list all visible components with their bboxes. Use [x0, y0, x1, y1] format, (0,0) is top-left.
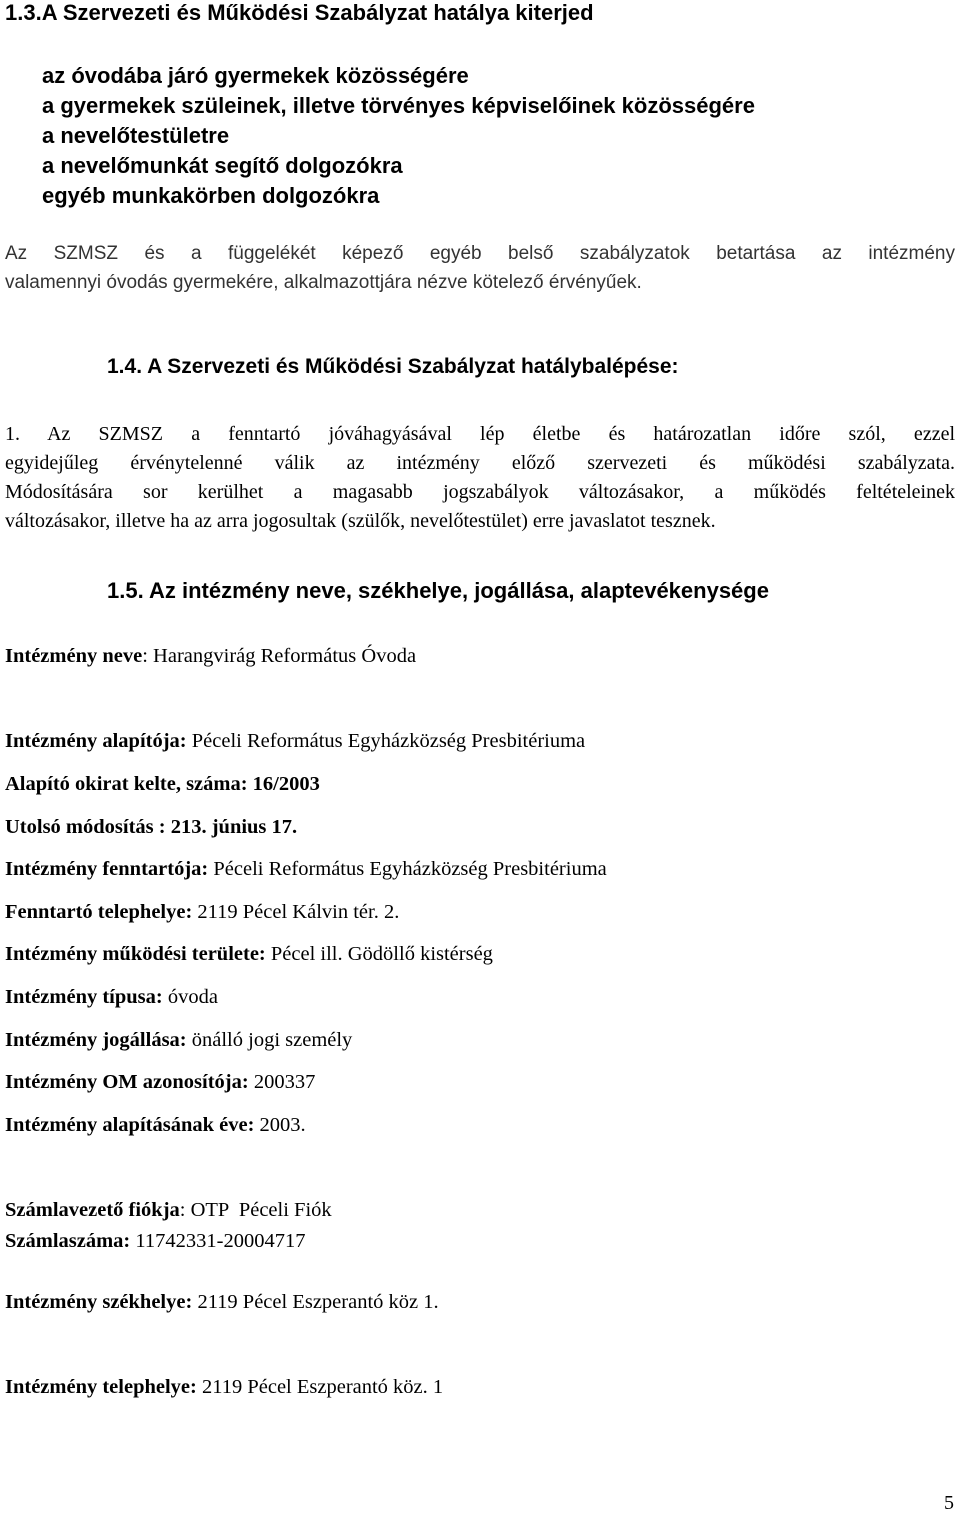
- field-label: Intézmény típusa:: [5, 986, 163, 1008]
- field-maintainer: [5, 858, 607, 881]
- list-item: egyéb munkakörben dolgozókra: [42, 183, 380, 208]
- field-separator: :: [142, 645, 154, 667]
- field-value: 11742331-20004717: [135, 1230, 306, 1252]
- field-value: Harangvirág Református Óvoda: [153, 645, 417, 667]
- field-label: Számlavezető fiókja: [5, 1199, 180, 1221]
- field-label: Intézmény székhelye:: [5, 1291, 193, 1313]
- field-label: Fenntartó telephelye:: [5, 901, 193, 923]
- field-value: 200337: [253, 1071, 316, 1093]
- field-account-number: [5, 1230, 305, 1253]
- field-maintainer-site: [5, 901, 399, 924]
- paragraph-line: Módosítására sor kerülhet a magasabb jogszabályok változásakor, a működés feltételeinek: [5, 481, 955, 503]
- section-1-4-heading: 1.4. A Szervezeti és Működési Szabályzat hatálybalépése:: [107, 355, 679, 378]
- field-headquarters: [5, 1291, 439, 1314]
- field-institution-type: [5, 986, 218, 1009]
- field-legal-status: [5, 1029, 352, 1052]
- field-value: 2003.: [259, 1114, 306, 1136]
- field-operating-area: [5, 943, 493, 966]
- field-label: Utolsó módosítás : 213. június 17.: [5, 816, 298, 838]
- field-label: Számlaszáma:: [5, 1230, 131, 1252]
- field-label: Alapító okirat kelte, száma: 16/2003: [5, 773, 320, 795]
- scope-list: [42, 61, 755, 211]
- scope-paragraph: [5, 239, 955, 297]
- paragraph-line: Az SZMSZ és a függelékét képező egyéb belső szabályzatok betartása az intézmény: [5, 243, 955, 264]
- field-institution-name: [5, 645, 416, 668]
- field-site: [5, 1376, 443, 1399]
- field-founder: [5, 730, 585, 753]
- section-1-3-heading: 1.3.A Szervezeti és Működési Szabályzat hatálya kiterjed: [5, 0, 594, 25]
- field-label: Intézmény fenntartója:: [5, 858, 209, 880]
- field-value: Péceli Református Egyházközség Presbitériuma: [191, 730, 586, 752]
- field-label: Intézmény működési területe:: [5, 943, 266, 965]
- paragraph-line: 1. Az SZMSZ a fenntartó jóváhagyásával lép életbe és határozatlan időre szól, ezzel: [5, 423, 955, 445]
- list-item: a gyermekek szüleinek, illetve törvényes képviselőinek közösségére: [42, 93, 755, 118]
- field-value: 2119 Pécel Eszperantó köz. 1: [201, 1376, 444, 1398]
- effect-paragraph: [5, 420, 955, 536]
- field-label: Intézmény alapításának éve:: [5, 1114, 255, 1136]
- field-label: Intézmény telephelye:: [5, 1376, 197, 1398]
- field-label: Intézmény OM azonosítója:: [5, 1071, 249, 1093]
- list-item: a nevelőtestületre: [42, 123, 230, 148]
- field-value: 2119 Pécel Eszperantó köz 1.: [197, 1291, 439, 1313]
- field-bank-branch: [5, 1199, 332, 1222]
- page-number: 5: [944, 1492, 954, 1514]
- field-founding-document: [5, 773, 320, 796]
- field-value: Péceli Református Egyházközség Presbitériuma: [213, 858, 607, 880]
- paragraph-line: egyidejűleg érvénytelenné válik az intézmény előző szervezeti és működési szabályzata.: [5, 452, 955, 474]
- field-founding-year: [5, 1114, 306, 1137]
- field-value: OTP Péceli Fiók: [190, 1199, 332, 1221]
- section-1-5-heading: 1.5. Az intézmény neve, székhelye, jogállása, alaptevékenysége: [107, 578, 769, 603]
- field-value: óvoda: [167, 986, 218, 1008]
- field-value: önálló jogi személy: [191, 1029, 353, 1051]
- field-label: Intézmény alapítója:: [5, 730, 187, 752]
- paragraph-line: valamennyi óvodás gyermekére, alkalmazottjára nézve kötelező érvényűek.: [5, 272, 642, 293]
- list-item: a nevelőmunkát segítő dolgozókra: [42, 153, 403, 178]
- field-om-id: [5, 1071, 315, 1094]
- field-label: Intézmény neve: [5, 645, 143, 667]
- field-label: Intézmény jogállása:: [5, 1029, 187, 1051]
- field-separator: :: [179, 1199, 191, 1221]
- field-value: 2119 Pécel Kálvin tér. 2.: [197, 901, 400, 923]
- paragraph-line: változásakor, illetve ha az arra jogosultak (szülők, nevelőtestület) erre javaslatot tesznek.: [5, 510, 716, 532]
- field-value: Pécel ill. Gödöllő kistérség: [270, 943, 493, 965]
- field-last-modification: [5, 816, 297, 839]
- list-item: az óvodába járó gyermekek közösségére: [42, 63, 469, 88]
